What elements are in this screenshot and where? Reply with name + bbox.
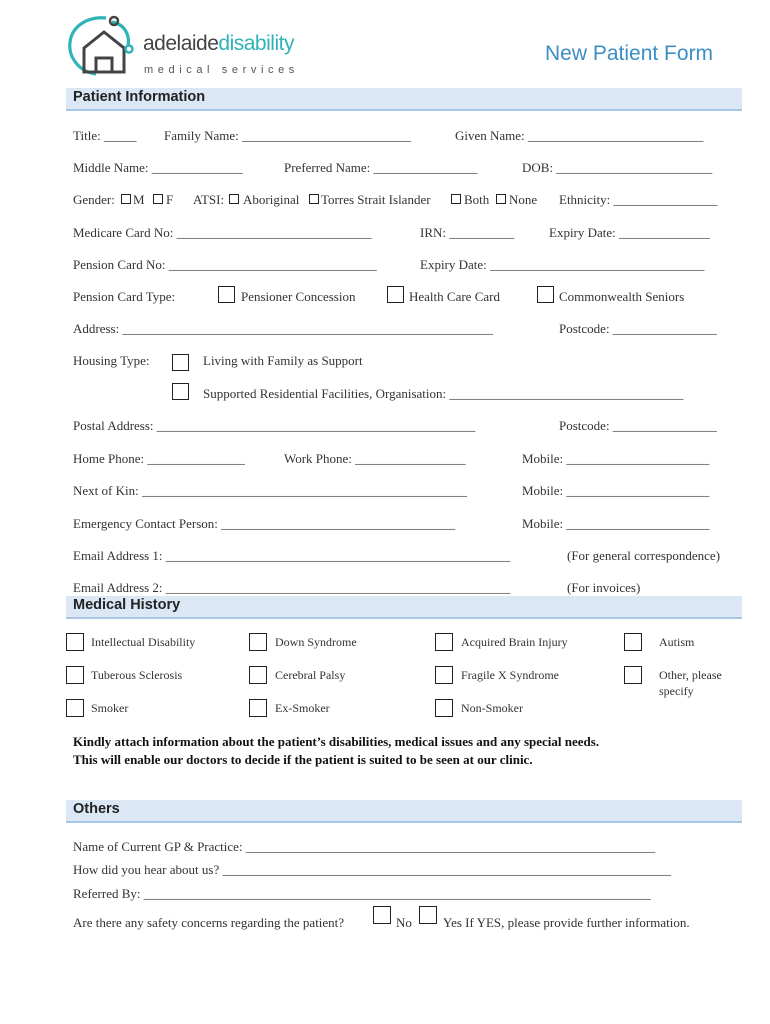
- autism-checkbox[interactable]: [624, 633, 642, 651]
- page-title: New Patient Form: [545, 42, 714, 65]
- title-field[interactable]: Title: _____: [73, 128, 137, 143]
- pension-expiry-field[interactable]: Expiry Date: _________________________________: [420, 257, 705, 272]
- down-syndrome-label: Down Syndrome: [275, 635, 357, 649]
- atsi-aboriginal-label: Aboriginal: [243, 192, 300, 207]
- family-name-field[interactable]: Family Name: __________________________: [164, 128, 411, 143]
- atsi-none-checkbox[interactable]: [496, 194, 506, 204]
- other-condition-checkbox[interactable]: [624, 666, 642, 684]
- atsi-none-label: None: [509, 192, 538, 207]
- gender-f-label: F: [166, 192, 174, 207]
- atsi-aboriginal-checkbox[interactable]: [229, 194, 239, 204]
- tuberous-sclerosis-checkbox[interactable]: [66, 666, 84, 684]
- smoker-checkbox[interactable]: [66, 699, 84, 717]
- commonwealth-seniors-checkbox[interactable]: [537, 286, 554, 303]
- ex-smoker-label: Ex-Smoker: [275, 701, 330, 715]
- safety-no-checkbox[interactable]: [373, 906, 391, 924]
- work-phone-field[interactable]: Work Phone: _________________: [284, 451, 466, 466]
- pensioner-concession-label: Pensioner Concession: [241, 289, 356, 304]
- section-medical-history: Medical History: [66, 596, 742, 619]
- safety-concerns-label: Are there any safety concerns regarding the patient?: [73, 915, 345, 930]
- house-with-stethoscope-icon: [66, 12, 142, 80]
- gender-f-checkbox[interactable]: [153, 194, 163, 204]
- housing-type-label: Housing Type:: [73, 353, 150, 368]
- brand-name: adelaidedisability: [143, 32, 294, 55]
- intellectual-disability-checkbox[interactable]: [66, 633, 84, 651]
- postal-address-field[interactable]: Postal Address: _________________________________________________: [73, 418, 476, 433]
- section-others: Others: [66, 800, 742, 823]
- pension-no-field[interactable]: Pension Card No: ________________________________: [73, 257, 377, 272]
- email-1-note: (For general correspondence): [567, 548, 721, 563]
- address-postcode-field[interactable]: Postcode: ________________: [559, 321, 717, 336]
- mobile-field-2[interactable]: Mobile: ______________________: [522, 483, 710, 498]
- housing-family-checkbox[interactable]: [172, 354, 189, 371]
- irn-field[interactable]: IRN: __________: [420, 225, 515, 240]
- brand-tagline: medical services: [144, 64, 299, 76]
- referred-by-field[interactable]: Referred By: ______________________________________________________________________________: [73, 886, 651, 901]
- medicare-expiry-field[interactable]: Expiry Date: ______________: [549, 225, 711, 240]
- mobile-field-3[interactable]: Mobile: ______________________: [522, 516, 710, 531]
- other-condition-label-2: specify: [659, 684, 694, 698]
- dob-field[interactable]: DOB: ________________________: [522, 160, 713, 175]
- other-condition-label: Other, please: [659, 668, 722, 682]
- housing-residential-field[interactable]: Supported Residential Facilities, Organisation: ____________________________________: [203, 386, 684, 401]
- notice-line-2: This will enable our doctors to decide if the patient is suited to be seen at our clinic.: [73, 752, 533, 767]
- acquired-brain-injury-label: Acquired Brain Injury: [461, 635, 568, 649]
- gender-label: Gender:: [73, 192, 115, 207]
- next-of-kin-field[interactable]: Next of Kin: __________________________________________________: [73, 483, 467, 498]
- fragile-x-label: Fragile X Syndrome: [461, 668, 559, 682]
- gender-m-label: M: [133, 192, 145, 207]
- non-smoker-checkbox[interactable]: [435, 699, 453, 717]
- cerebral-palsy-checkbox[interactable]: [249, 666, 267, 684]
- smoker-label: Smoker: [91, 701, 129, 715]
- hear-about-us-field[interactable]: How did you hear about us? _____________________________________________________________________: [73, 862, 671, 877]
- email-2-field[interactable]: Email Address 2: _____________________________________________________: [73, 580, 511, 595]
- health-care-card-checkbox[interactable]: [387, 286, 404, 303]
- email-1-field[interactable]: Email Address 1: _____________________________________________________: [73, 548, 511, 563]
- intellectual-disability-label: Intellectual Disability: [91, 635, 196, 649]
- gender-m-checkbox[interactable]: [121, 194, 131, 204]
- email-2-note: (For invoices): [567, 580, 641, 595]
- commonwealth-seniors-label: Commonwealth Seniors: [559, 289, 685, 304]
- health-care-card-label: Health Care Card: [409, 289, 500, 304]
- safety-no-label: No: [396, 915, 412, 930]
- fragile-x-checkbox[interactable]: [435, 666, 453, 684]
- emergency-contact-field[interactable]: Emergency Contact Person: ____________________________________: [73, 516, 456, 531]
- ethnicity-field[interactable]: Ethnicity: ________________: [559, 192, 718, 207]
- atsi-both-checkbox[interactable]: [451, 194, 461, 204]
- atsi-torres-label: Torres Strait Islander: [321, 192, 431, 207]
- housing-residential-checkbox[interactable]: [172, 383, 189, 400]
- pensioner-concession-checkbox[interactable]: [218, 286, 235, 303]
- postal-postcode-field[interactable]: Postcode: ________________: [559, 418, 717, 433]
- acquired-brain-injury-checkbox[interactable]: [435, 633, 453, 651]
- down-syndrome-checkbox[interactable]: [249, 633, 267, 651]
- mobile-field-1[interactable]: Mobile: ______________________: [522, 451, 710, 466]
- home-phone-field[interactable]: Home Phone: _______________: [73, 451, 245, 466]
- address-field[interactable]: Address: _________________________________________________________: [73, 321, 493, 336]
- given-name-field[interactable]: Given Name: ___________________________: [455, 128, 704, 143]
- atsi-torres-checkbox[interactable]: [309, 194, 319, 204]
- notice-line-1: Kindly attach information about the patient’s disabilities, medical issues and any special needs.: [73, 734, 600, 749]
- cerebral-palsy-label: Cerebral Palsy: [275, 668, 346, 682]
- medicare-field[interactable]: Medicare Card No: ______________________________: [73, 225, 372, 240]
- tuberous-sclerosis-label: Tuberous Sclerosis: [91, 668, 183, 682]
- atsi-label: ATSI:: [193, 192, 225, 207]
- atsi-both-label: Both: [464, 192, 490, 207]
- preferred-name-field[interactable]: Preferred Name: ________________: [284, 160, 478, 175]
- non-smoker-label: Non-Smoker: [461, 701, 523, 715]
- section-patient-information: Patient Information: [66, 88, 742, 111]
- current-gp-field[interactable]: Name of Current GP & Practice: _______________________________________________________________: [73, 839, 656, 854]
- pension-type-label: Pension Card Type:: [73, 289, 176, 304]
- housing-family-label: Living with Family as Support: [203, 353, 363, 368]
- autism-label: Autism: [659, 635, 695, 649]
- ex-smoker-checkbox[interactable]: [249, 699, 267, 717]
- safety-yes-checkbox[interactable]: [419, 906, 437, 924]
- safety-yes-label: Yes If YES, please provide further information.: [443, 915, 690, 930]
- middle-name-field[interactable]: Middle Name: ______________: [73, 160, 243, 175]
